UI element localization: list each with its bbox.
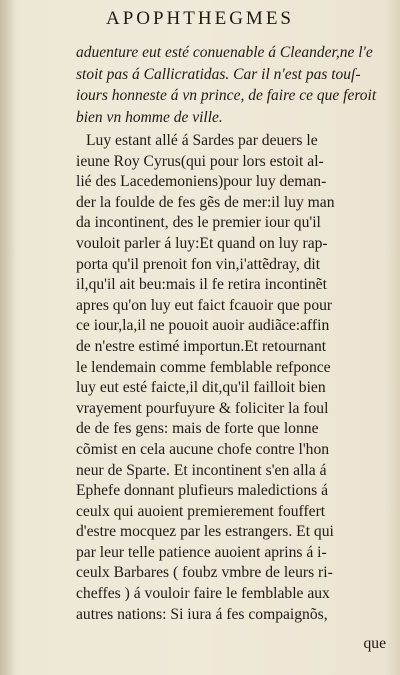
body-line: apres qu'on luy eut faict fcauoir que pour [76, 296, 333, 314]
body-line: de de fes gens: mais de forte que lonne [76, 420, 319, 438]
body-line: ceulx Barbares ( foubz vmbre de leurs ri- [76, 564, 333, 582]
catchword: que [363, 635, 386, 652]
body-line: Ephefe donnant plufieurs maledictions á [76, 482, 329, 500]
body-line: vouloit parler á luy:Et quand on luy rap- [76, 234, 328, 252]
running-title: APOPHTHEGMES [105, 8, 295, 29]
body-line: d'estre mocquez par les estrangers. Et qui [76, 523, 334, 541]
body-line: lié des Lacedemoniens)pour luy deman- [76, 173, 327, 191]
body-line: vrayement pourfuyure & foliciter la foul [76, 399, 329, 417]
body-text [76, 131, 396, 625]
body-line: le lendemain comme femblable refponce [76, 358, 331, 376]
body-line: luy eut esté faicte,il dit,qu'il failloit bien [76, 379, 326, 397]
italic-passage [76, 42, 396, 128]
italic-line: iours honneste á vn prince, de faire ce que feroit [76, 87, 377, 104]
body-line: autres nations: Si iura á fes compaignõs, [76, 605, 328, 623]
body-line: da incontinent, des le premier iour qu'il [76, 214, 321, 232]
body-line: neur de Sparte. Et incontinent s'en alla á [76, 461, 327, 479]
body-line: ce iour,la,il ne pouoit auoir audiãce:affin [76, 317, 330, 335]
body-line: il,qu'il ait beu:mais il fe retira incontinẽt [76, 276, 327, 294]
body-line: Luy estant allé á Sardes par deuers le [86, 132, 318, 149]
body-line: de n'estre estimé importun.Et retournant [76, 337, 327, 355]
italic-line: bien vn homme de ville. [76, 108, 223, 126]
italic-line: aduenture eut esté conuenable á Cleander,ne l'e [76, 44, 373, 61]
body-line: cheffes ) á vouloir faire le femblable aux [76, 585, 330, 603]
body-line: ceulx qui auoient premierement fouffert [76, 502, 326, 520]
body-line: ieune Roy Cyrus(qui pour lors estoit al- [76, 152, 324, 170]
body-line: der la foulde de fes gẽs de mer:il luy man [76, 193, 335, 211]
body-line: par leur telle patience auoient aprins á i- [76, 543, 327, 561]
gutter-shadow [0, 0, 18, 675]
body-line: porta qu'il prenoit fon vin,i'attẽdray, dit [76, 255, 321, 273]
italic-line: stoit pas á Callicratidas. Car il n'est pas touſ- [76, 65, 361, 83]
body-line: cõmist en cela aucune chofe contre l'hon [76, 440, 330, 458]
